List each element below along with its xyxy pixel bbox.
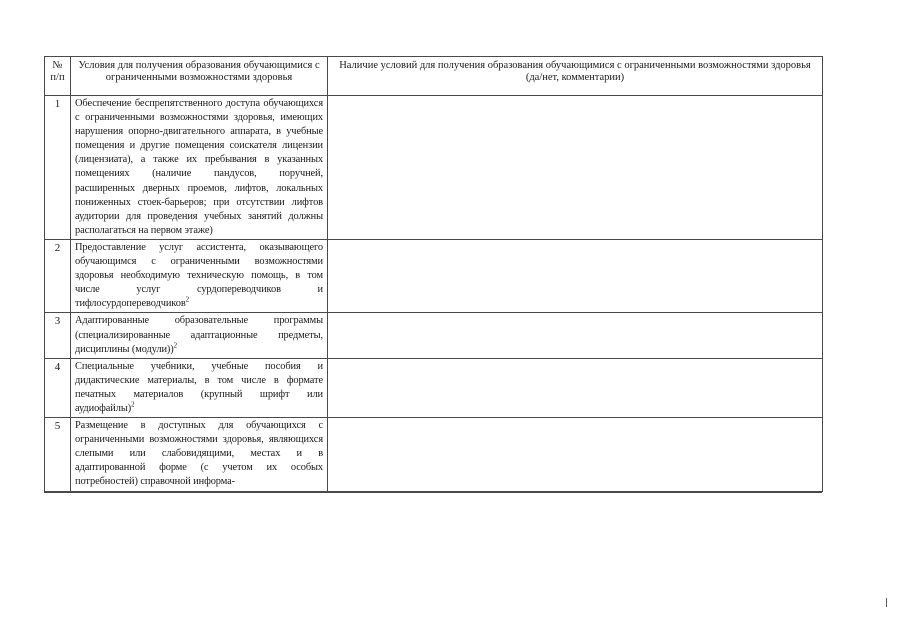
- row-number-cell: [45, 418, 71, 491]
- row-condition: [71, 313, 327, 357]
- row-condition-cell: [71, 239, 328, 312]
- row-number-cell: [45, 96, 71, 240]
- header-conditions-text: Условия для получения образования обучающимися с ограниченными возможностями здоровья: [78, 60, 320, 83]
- row-number: 5: [54, 420, 61, 433]
- row-condition-cell: [71, 96, 328, 240]
- table-row: [45, 418, 823, 491]
- header-number: [45, 57, 71, 96]
- table-row: [45, 96, 823, 240]
- header-availability-text: Наличие условий для получения образования обучающимися с ограниченными возможностями здоровья (да/нет, комментарии): [339, 60, 811, 83]
- row-availability-cell: [328, 358, 823, 417]
- row-availability: [328, 313, 822, 323]
- row-availability-cell: [328, 313, 823, 358]
- footnote-mark: 2: [173, 341, 178, 350]
- row-condition: [71, 96, 327, 239]
- row-number: 4: [54, 360, 61, 373]
- row-condition-text: Предоставление услуг ассистента, оказывающего обучающимся с ограниченными возможностями здоровья необходимую техническую помощь, в том числе услуг сурдопереводчиков и тифлосурдопереводчиков: [75, 241, 323, 310]
- header-availability: [328, 57, 823, 96]
- row-number: 3: [54, 315, 61, 328]
- row-condition-text: Специальные учебники, учебные пособия и дидактические материалы, в том числе в формате печатных материалов (крупный шрифт или аудиофайлы): [75, 360, 323, 414]
- row-number-cell: [45, 358, 71, 417]
- header-number-text: № п/п: [50, 60, 65, 83]
- row-condition: [71, 359, 327, 417]
- row-condition-cell: [71, 313, 328, 358]
- row-availability-cell: [328, 239, 823, 312]
- row-number: 1: [54, 98, 61, 110]
- table-row: [45, 313, 823, 358]
- row-number-cell: [45, 239, 71, 312]
- footnote-mark: 2: [131, 400, 135, 409]
- row-number: 2: [54, 241, 61, 254]
- page-edge-mark: [886, 598, 887, 607]
- row-condition-cell: [71, 358, 328, 417]
- table-header-row: [45, 57, 823, 96]
- row-condition-text: Размещение в доступных для обучающихся с ограниченными возможностями здоровья, являющихся слепыми или слабовидящими, местах и в адаптированной форме (с учетом их особых потребностей) справочной информа-: [75, 420, 323, 488]
- table-row: [45, 239, 823, 312]
- row-availability: [328, 240, 822, 250]
- footnote-mark: 2: [185, 295, 190, 304]
- row-condition: [71, 418, 327, 490]
- row-condition: [71, 240, 327, 312]
- row-availability: [328, 359, 822, 369]
- table-row: [45, 358, 823, 417]
- row-availability-cell: [328, 418, 823, 491]
- row-condition-cell: [71, 418, 328, 491]
- row-number-cell: [45, 313, 71, 358]
- row-availability: [328, 418, 822, 428]
- row-condition-text: Адаптированные образовательные программы (специализированные адаптационные предметы, дисциплины (модули)): [75, 315, 323, 355]
- row-availability: [328, 96, 822, 106]
- row-condition-text: Обеспечение беспрепятственного доступа обучающихся с ограниченными возможностями здоровья, имеющих нарушения опорно-двигательного аппарата, в учебные помещения и другие помещения соискателя лицензии (лицензиата), а также их пребывания в указанных помещениях (наличие пандусов, поручней, расширенных дверных проемов, лифтов, локальных пониженных стоек-барьеров; при отсутствии лифтов аудитории для проведения учебных занятий должны располагаться на первом этаже): [75, 98, 323, 236]
- row-availability-cell: [328, 96, 823, 240]
- header-conditions: [71, 57, 328, 96]
- table-bottom-border: [44, 492, 822, 493]
- conditions-table: [44, 56, 823, 492]
